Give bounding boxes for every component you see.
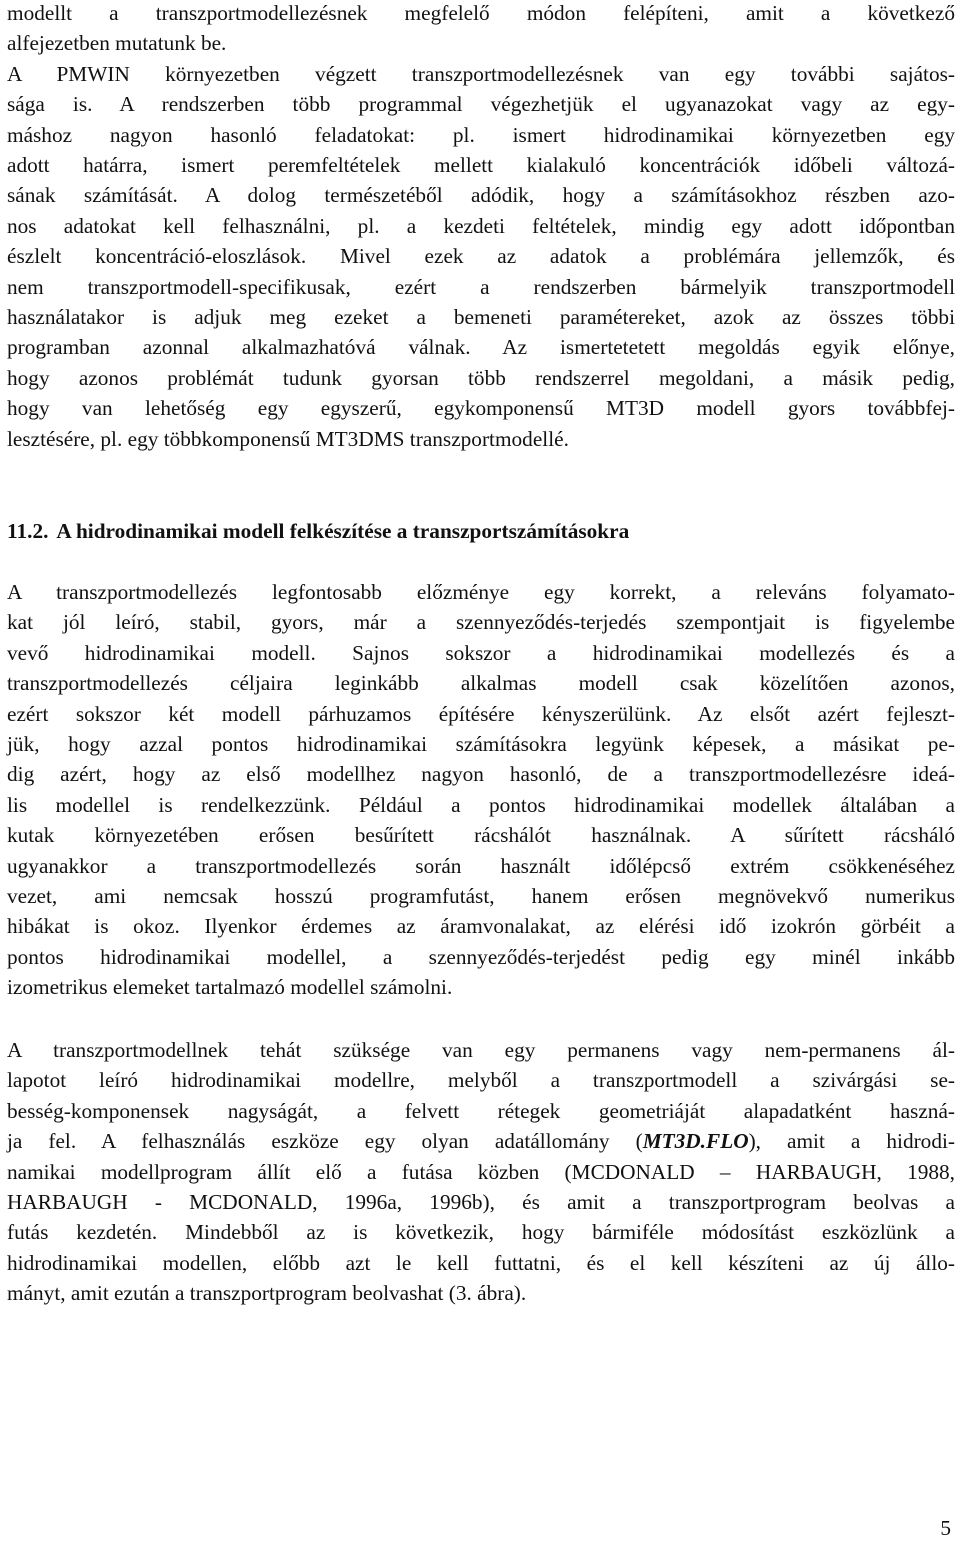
- paragraph-pmwin: [7, 0, 955, 454]
- text-line: nos adatokat kell felhasználni, pl. a kezdeti feltételek, mindig egy adott időpontban: [7, 213, 955, 238]
- text-line: programban azonnal alkalmazhatóvá válnak. Az ismertetetett megoldás egyik előnye,: [7, 335, 955, 360]
- text-line: vevő hidrodinamikai modell. Sajnos sokszor a hidrodinamikai modellezés és a: [7, 640, 955, 665]
- text-line: hibákat is okoz. Ilyenkor érdemes az áramvonalakat, az elérési idő izokrón görbéit a: [7, 914, 955, 939]
- text-line: dig azért, hogy az első modellhez nagyon hasonló, de a transzportmodellezésre ideá-: [7, 762, 955, 787]
- text-line: használatakor is adjuk meg ezeket a bemeneti paramétereket, azok az összes többi: [7, 305, 955, 330]
- text-line: hidrodinamikai modellen, előbb azt le kell futtatni, és el kell készíteni az új állo-: [7, 1250, 955, 1275]
- text-line: kutak környezetében erősen besűrített rácshálót használnak. A sűrített rácsháló: [7, 823, 955, 848]
- text-segment: ja fel. A felhasználás eszköze egy olyan adatállomány (: [7, 1129, 643, 1154]
- text-line: sának számítását. A dolog természetéből adódik, hogy a számításokhoz részben azo-: [7, 183, 955, 208]
- text-line: lapotot leíró hidrodinamikai modellre, melyből a transzportmodell a szivárgási se-: [7, 1068, 955, 1093]
- section-title: A hidrodinamikai modell felkészítése a transzportszámításokra: [56, 519, 630, 543]
- page-number: 5: [940, 1516, 951, 1540]
- text-line: mányt, amit ezután a transzportprogram beolvashat (3. ábra).: [7, 1281, 527, 1306]
- text-line: transzportmodellezés céljaira leginkább alkalmas modell csak közelítően azonos,: [7, 671, 955, 696]
- text-line: hogy van lehetőség egy egyszerű, egykomponensű MT3D modell gyors továbbfej-: [7, 396, 955, 421]
- text-line: nem transzportmodell-specifikusak, ezért a rendszerben bármelyik transzportmodell: [7, 274, 955, 299]
- text-line: vezet, ami nemcsak hosszú programfutást, hanem erősen megnövekvő numerikus: [7, 884, 955, 909]
- paragraph-flow-file: [7, 1035, 955, 1309]
- text-segment: ), amit a hidrodi-: [748, 1129, 955, 1154]
- text-line: HARBAUGH - MCDONALD, 1996a, 1996b), és amit a transzportprogram beolvas a: [7, 1190, 955, 1215]
- text-line: kat jól leíró, stabil, gyors, már a szennyeződés-terjedés szempontjait is figyelembe: [7, 610, 955, 635]
- text-line: alfejezetben mutatunk be.: [7, 31, 227, 56]
- text-line: besség-komponensek nagyságát, a felvett rétegek geometriáját alapadatként haszná-: [7, 1098, 955, 1123]
- section-number: 11.2.: [7, 519, 49, 543]
- section-heading: [7, 516, 629, 546]
- text-line: adott határra, ismert peremfeltételek mellett kialakuló koncentrációk időbeli változá-: [7, 153, 955, 178]
- text-line: lesztésére, pl. egy többkomponensű MT3DMS transzportmodellé.: [7, 426, 569, 451]
- text-line: A PMWIN környezetben végzett transzportmodellezésnek van egy további sajátos-: [7, 61, 955, 86]
- text-line: namikai modellprogram állít elő a futása közben (MCDONALD – HARBAUGH, 1988,: [7, 1159, 955, 1184]
- text-line: ezért sokszor két modell párhuzamos építésére kényszerülünk. Az elsőt azért fejleszt-: [7, 701, 955, 726]
- text-line: hogy azonos problémát tudunk gyorsan több rendszerrel megoldani, a másik pedig,: [7, 365, 955, 390]
- text-line: sága is. A rendszerben több programmal végezhetjük el ugyanazokat vagy az egy-: [7, 92, 955, 117]
- text-line: lis modellel is rendelkezzünk. Például a pontos hidrodinamikai modellek általában a: [7, 792, 955, 817]
- text-line: izometrikus elemeket tartalmazó modellel számolni.: [7, 975, 453, 1000]
- text-line: modellt a transzportmodellezésnek megfelelő módon felépíteni, amit a következő: [7, 1, 955, 25]
- paragraph-transport-prerequisite: [7, 577, 955, 1003]
- text-line-with-filename: [7, 1126, 955, 1156]
- text-line: futás kezdetén. Mindebből az is következik, hogy bármiféle módosítást eszközlünk a: [7, 1220, 955, 1245]
- text-line: máshoz nagyon hasonló feladatokat: pl. ismert hidrodinamikai környezetben egy: [7, 122, 955, 147]
- text-line: jük, hogy azzal pontos hidrodinamikai számításokra legyünk képesek, a másikat pe-: [7, 732, 955, 757]
- text-line: észlelt koncentráció-eloszlások. Mivel ezek az adatok a problémára jellemzők, és: [7, 244, 955, 269]
- text-line: A transzportmodellezés legfontosabb előzménye egy korrekt, a releváns folyamato-: [7, 580, 955, 604]
- text-line: ugyanakkor a transzportmodellezés során használt időlépcső extrém csökkenéséhez: [7, 853, 955, 878]
- text-line: pontos hidrodinamikai modellel, a szennyeződés-terjedést pedig egy minél inkább: [7, 944, 955, 969]
- text-line: A transzportmodellnek tehát szüksége van egy permanens vagy nem-permanens ál-: [7, 1038, 955, 1062]
- filename-emphasis: MT3D.FLO: [642, 1129, 749, 1154]
